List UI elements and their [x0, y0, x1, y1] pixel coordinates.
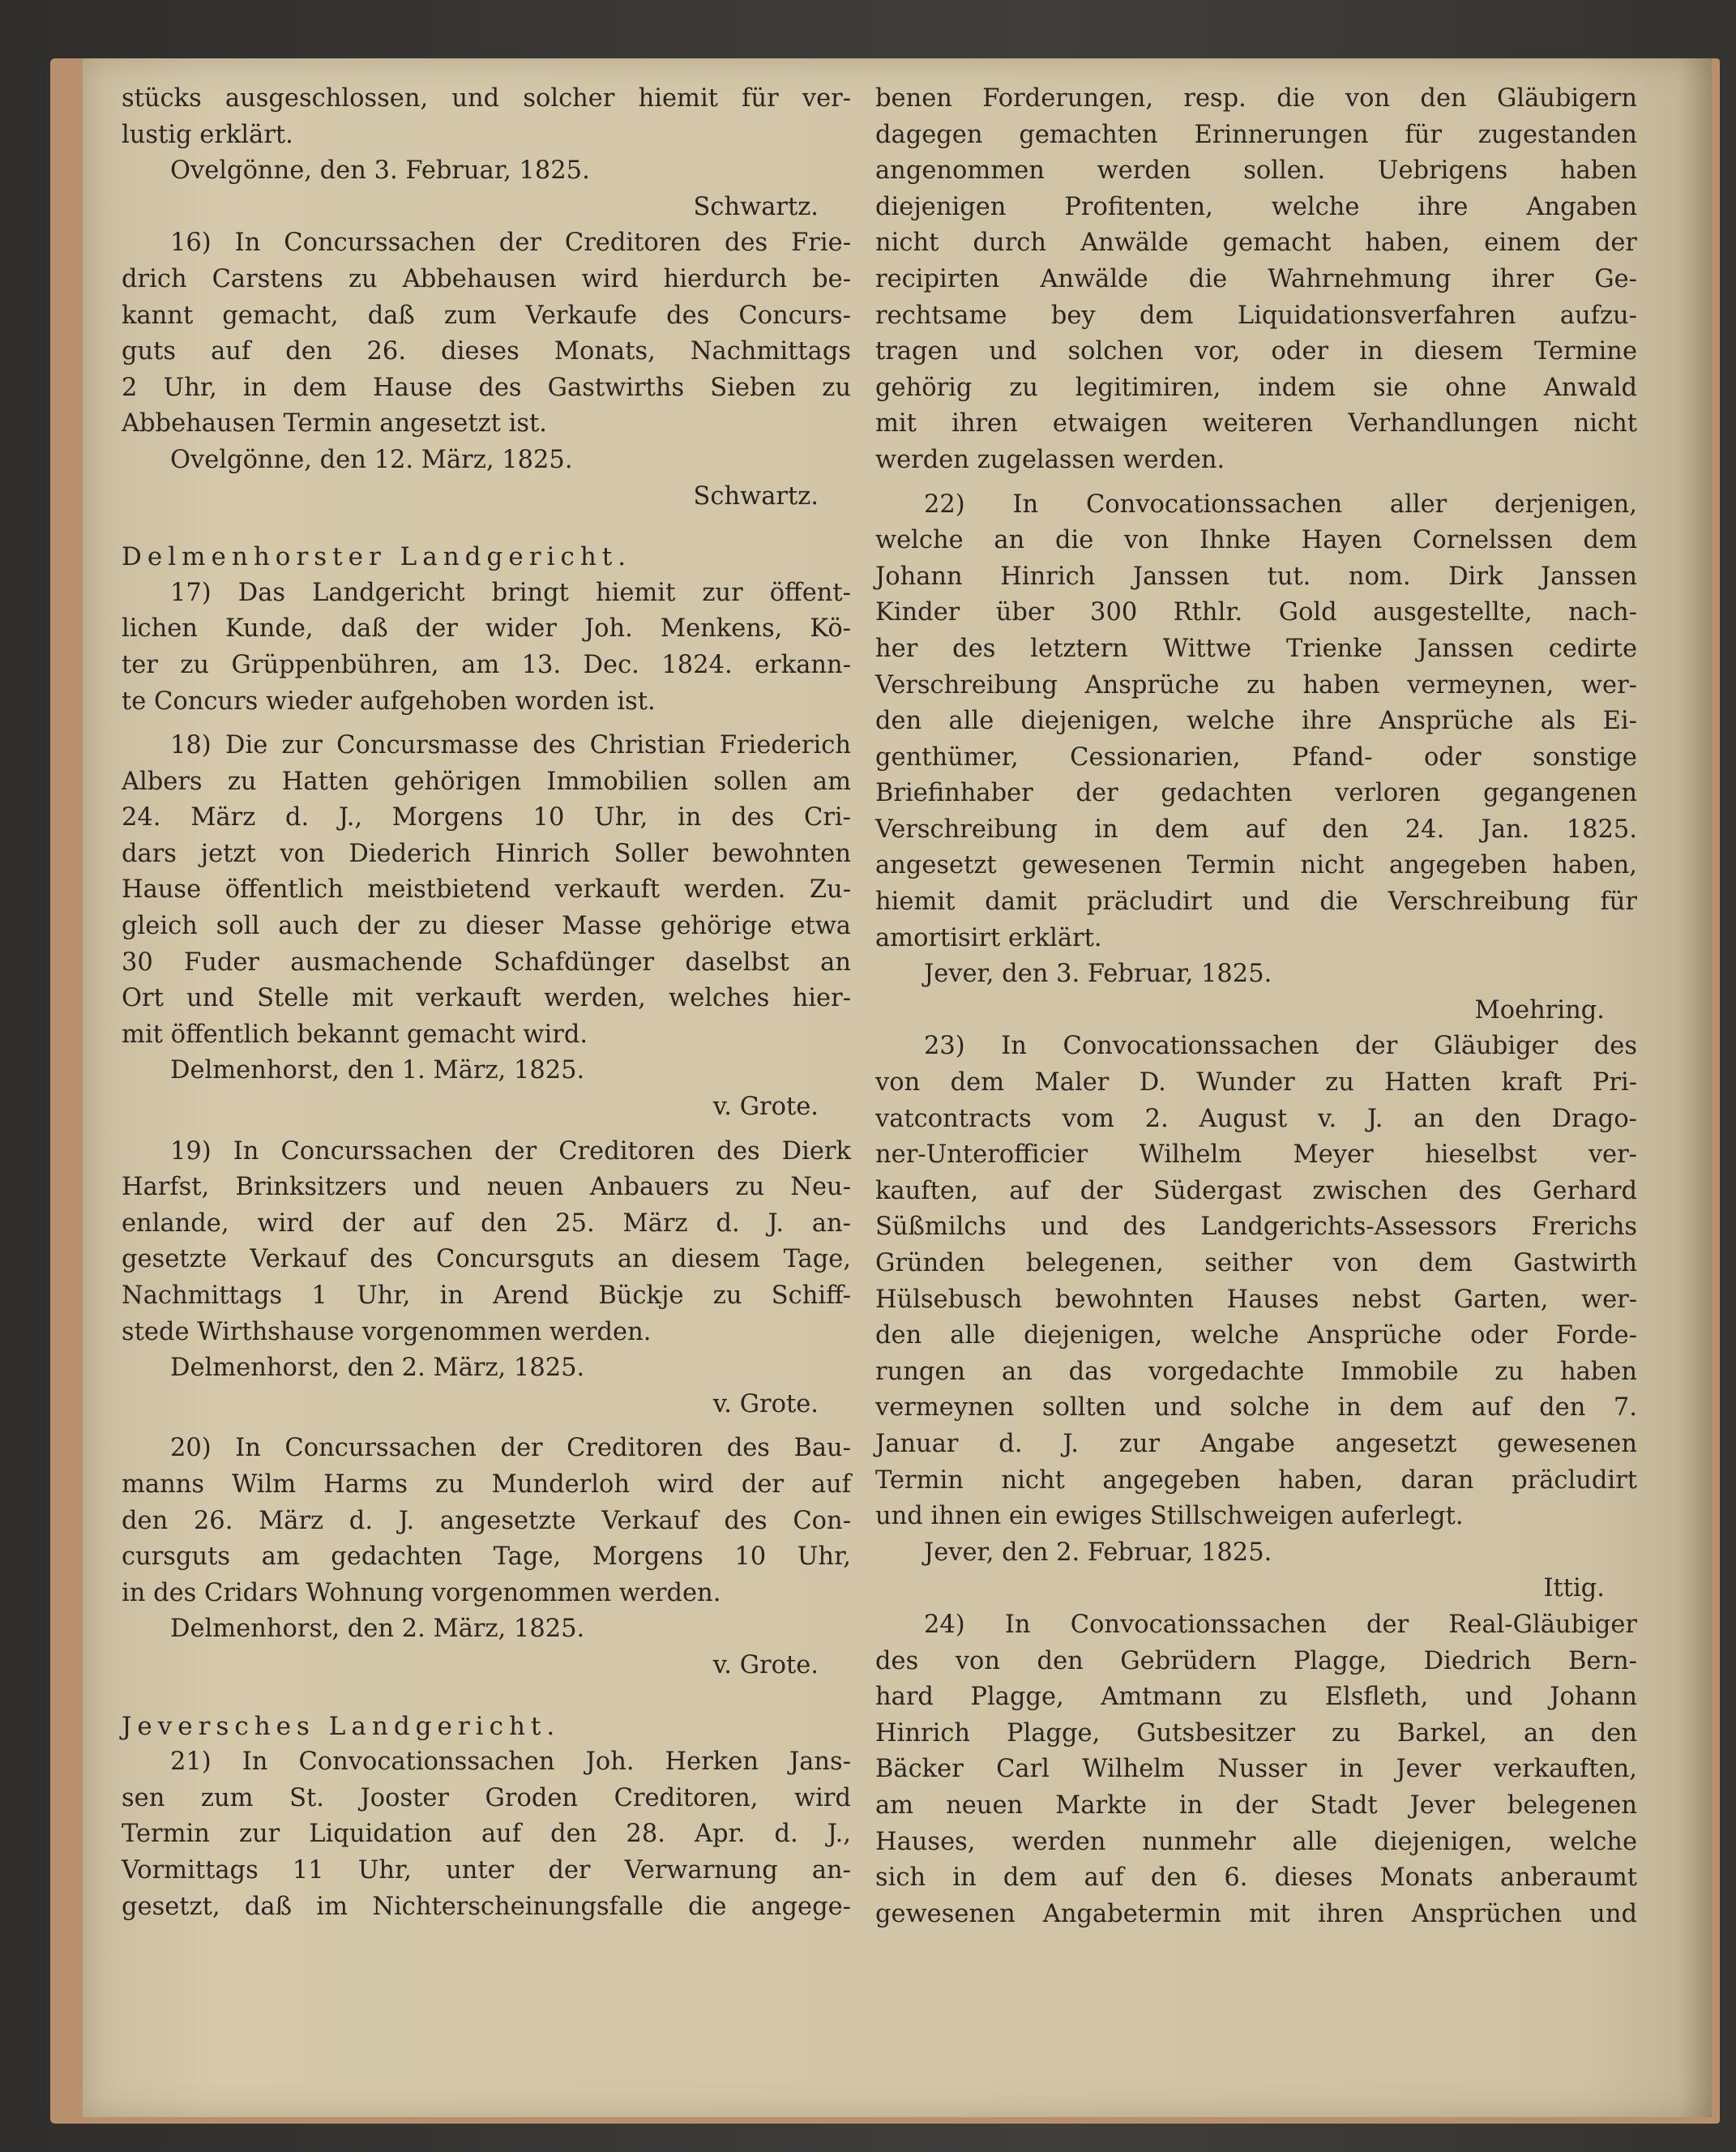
text-line: stede Wirthshause vorgenommen werden.	[122, 1317, 652, 1346]
text-line: gewesenen Angabetermin mit ihren Ansprüchen und	[875, 1899, 1637, 1928]
text-line: Verschreibung in dem auf den 24. Jan. 1825.	[875, 815, 1637, 844]
text-line: Briefinhaber der gedachten verloren gegangenen	[875, 779, 1637, 808]
notice-date: Delmenhorst, den 1. März, 1825.	[170, 1056, 585, 1085]
text-line: dagegen gemachten Erinnerungen für zugestanden	[875, 120, 1637, 149]
text-line: 22) In Convocationssachen aller derjenigen,	[924, 490, 1637, 519]
notice-carry	[122, 81, 851, 225]
text-line: 19) In Concurssachen der Creditoren des Dierk	[170, 1136, 851, 1166]
text-line: rechtsame bey dem Liquidationsverfahren aufzu-	[875, 301, 1637, 330]
text-line: werden zugelassen werden.	[875, 445, 1225, 474]
text-line: Ort und Stelle mit verkauft werden, welches hier-	[122, 984, 851, 1013]
text-line: mit ihren etwaigen weiteren Verhandlungen nicht	[875, 409, 1637, 439]
notice-date: Delmenhorst, den 2. März, 1825.	[170, 1615, 585, 1644]
text-line: Bäcker Carl Wilhelm Nusser in Jever verkauften,	[875, 1755, 1637, 1784]
text-line: diejenigen Profitenten, welche ihre Angaben	[875, 192, 1637, 221]
right-column	[875, 81, 1637, 1932]
text-line: rungen an das vorgedachte Immobile zu haben	[875, 1357, 1637, 1386]
text-line: Süßmilchs und des Landgerichts-Assessors Frerichs	[875, 1213, 1637, 1242]
notice-signature: Ittig.	[1543, 1574, 1605, 1603]
text-line: kauften, auf der Südergast zwischen des Gerhard	[875, 1176, 1637, 1205]
text-line: gesetzt, daß im Nichterscheinungsfalle die angege-	[122, 1892, 851, 1921]
text-line: Harfst, Brinksitzers und neuen Anbauers zu Neu-	[122, 1173, 851, 1202]
notice-signature: Schwartz.	[693, 192, 819, 221]
notice-date: Jever, den 2. Februar, 1825.	[924, 1538, 1272, 1567]
text-line: genthümer, Cessionarien, Pfand- oder sonstige	[875, 742, 1637, 772]
left-column	[122, 81, 851, 1925]
text-line: manns Wilm Harms zu Munderloh wird der auf	[122, 1470, 851, 1499]
notice-19	[122, 1134, 851, 1423]
text-line: 20) In Concurssachen der Creditoren des Bau-	[170, 1434, 851, 1463]
notice-22	[875, 487, 1637, 1029]
text-line: in des Cridars Wohnung vorgenommen werden.	[122, 1578, 721, 1607]
text-line: am neuen Markte in der Stadt Jever belegenen	[875, 1790, 1637, 1820]
text-line: lichen Kunde, daß der wider Joh. Menkens, Kö-	[122, 614, 851, 644]
text-line: hard Plagge, Amtmann zu Elsfleth, und Johann	[875, 1683, 1637, 1712]
section-heading-delmenhorst: Delmenhorster Landgericht.	[122, 542, 632, 572]
text-line: dars jetzt von Diederich Hinrich Soller bewohnten	[122, 839, 851, 868]
text-line: Gründen belegenen, seither von dem Gastwirth	[875, 1249, 1637, 1277]
text-line: Verschreibung Ansprüche zu haben vermeynen, wer-	[875, 670, 1637, 700]
text-line: 2 Uhr, in dem Hause des Gastwirths Sieben zu	[122, 373, 851, 402]
text-line: den 26. März d. J. angesetzte Verkauf des Con-	[122, 1506, 851, 1535]
text-line: den alle diejenigen, welche ihre Ansprüche als Ei-	[875, 707, 1637, 736]
text-line: welche an die von Ihnke Hayen Cornelssen dem	[875, 526, 1637, 555]
text-line: Hauses, werden nunmehr alle diejenigen, welche	[875, 1827, 1637, 1856]
text-line: recipirten Anwälde die Wahrnehmung ihrer Ge-	[875, 264, 1637, 293]
text-line: vatcontracts vom 2. August v. J. an den Drago-	[875, 1104, 1637, 1133]
text-line: 18) Die zur Concursmasse des Christian Friederich	[170, 731, 851, 760]
text-line: sen zum St. Jooster Groden Creditoren, wird	[122, 1783, 851, 1812]
text-line: 23) In Convocationssachen der Gläubiger des	[924, 1032, 1637, 1061]
notice-date: Ovelgönne, den 3. Februar, 1825.	[170, 156, 590, 186]
text-line: mit öffentlich bekannt gemacht wird.	[122, 1020, 588, 1049]
text-line: 17) Das Landgericht bringt hiemit zur öffent-	[170, 578, 851, 607]
text-line: des von den Gebrüdern Plagge, Diedrich Bern-	[875, 1646, 1637, 1675]
text-line: 30 Fuder ausmachende Schafdünger daselbst an	[122, 948, 851, 977]
text-line: stücks ausgeschlossen, und solcher hiemit für ver-	[122, 84, 851, 113]
text-line: 24) In Convocationssachen der Real-Gläubiger	[924, 1610, 1637, 1639]
notice-date: Ovelgönne, den 12. März, 1825.	[170, 445, 573, 474]
text-line: Albers zu Hatten gehörigen Immobilien sollen am	[122, 767, 851, 796]
notice-18	[122, 728, 851, 1126]
text-line: den alle diejenigen, welche Ansprüche oder Forde-	[875, 1321, 1637, 1350]
page-gutter-shade	[1679, 58, 1712, 2117]
text-line: von dem Maler D. Wunder zu Hatten kraft Pri-	[875, 1068, 1637, 1097]
text-line: tragen und solchen vor, oder in diesem Termine	[875, 337, 1637, 366]
text-line: angenommen werden sollen. Uebrigens haben	[875, 156, 1637, 186]
text-line: 24. März d. J., Morgens 10 Uhr, in des Cri-	[122, 803, 851, 832]
notice-17	[122, 575, 851, 720]
text-line: benen Forderungen, resp. die von den Gläubigern	[875, 84, 1637, 113]
text-line: cursguts am gedachten Tage, Morgens 10 Uhr,	[122, 1542, 851, 1572]
notice-signature: v. Grote.	[712, 1650, 819, 1679]
text-line: Hülsebusch bewohnten Hauses nebst Garten, wer-	[875, 1285, 1637, 1314]
notice-16	[122, 225, 851, 515]
text-line: sich in dem auf den 6. dieses Monats anberaumt	[875, 1863, 1637, 1893]
text-line: angesetzt gewesenen Termin nicht angegeben haben,	[875, 851, 1637, 880]
text-line: Vormittags 11 Uhr, unter der Verwarnung an-	[122, 1855, 851, 1885]
notice-signature: v. Grote.	[712, 1389, 819, 1418]
notice-20	[122, 1431, 851, 1684]
text-line: gleich soll auch der zu dieser Masse gehörige etwa	[122, 912, 851, 941]
notice-date: Jever, den 3. Februar, 1825.	[924, 960, 1272, 989]
text-line: hiemit damit präcludirt und die Verschreibung für	[875, 888, 1637, 917]
text-line: 16) In Concurssachen der Creditoren des Frie-	[170, 229, 851, 258]
text-line: Januar d. J. zur Angabe angesetzt gewesenen	[875, 1429, 1637, 1458]
text-line: gehörig zu legitimiren, indem sie ohne Anwald	[875, 373, 1637, 402]
text-line: lustig erklärt.	[122, 120, 293, 149]
notice-signature: Schwartz.	[693, 481, 819, 511]
text-line: ner-Unterofficier Wilhelm Meyer hieselbst ver-	[875, 1140, 1637, 1170]
notice-signature: v. Grote.	[712, 1093, 819, 1122]
text-line: nicht durch Anwälde gemacht haben, einem der	[875, 229, 1637, 258]
text-line: her des letztern Wittwe Trienke Janssen cedirte	[875, 634, 1637, 663]
text-line: te Concurs wieder aufgehoben worden ist.	[122, 687, 656, 716]
text-line: Termin nicht angegeben haben, daran präcludirt	[875, 1465, 1637, 1495]
text-line: drich Carstens zu Abbehausen wird hierdurch be-	[122, 264, 851, 293]
text-line: Termin zur Liquidation auf den 28. Apr. d. J.,	[122, 1820, 851, 1849]
text-line: amortisirt erklärt.	[875, 923, 1102, 952]
text-line: kannt gemacht, daß zum Verkaufe des Concurs-	[122, 301, 851, 330]
text-line: Kinder über 300 Rthlr. Gold ausgestellte, nach-	[875, 598, 1637, 627]
notice-date: Delmenhorst, den 2. März, 1825.	[170, 1354, 585, 1383]
notice-24	[875, 1607, 1637, 1932]
section-heading-jever: Jeversches Landgericht.	[122, 1711, 561, 1741]
notice-21-continued	[875, 81, 1637, 479]
text-line: enlande, wird der auf den 25. März d. J. an-	[122, 1209, 851, 1238]
notice-23	[875, 1029, 1637, 1607]
text-line: ter zu Grüppenbühren, am 13. Dec. 1824. erkann-	[122, 650, 851, 679]
text-line: Johann Hinrich Janssen tut. nom. Dirk Janssen	[875, 562, 1637, 591]
text-line: guts auf den 26. dieses Monats, Nachmittags	[122, 337, 851, 366]
text-line: Hinrich Plagge, Gutsbesitzer zu Barkel, an den	[875, 1718, 1637, 1748]
text-line: Abbehausen Termin angesetzt ist.	[122, 409, 547, 439]
text-line: 21) In Convocationssachen Joh. Herken Jans-	[170, 1748, 851, 1777]
notice-signature: Moehring.	[1474, 995, 1605, 1025]
notice-21	[122, 1744, 851, 1925]
text-line: Hause öffentlich meistbietend verkauft werden. Zu-	[122, 875, 851, 905]
text-line: und ihnen ein ewiges Stillschweigen auferlegt.	[875, 1502, 1464, 1531]
text-line: gesetzte Verkauf des Concursguts an diesem Tage,	[122, 1245, 851, 1274]
text-line: vermeynen sollten und solche in dem auf den 7.	[875, 1393, 1637, 1423]
text-line: Nachmittags 1 Uhr, in Arend Bückje zu Schiff-	[122, 1281, 851, 1310]
